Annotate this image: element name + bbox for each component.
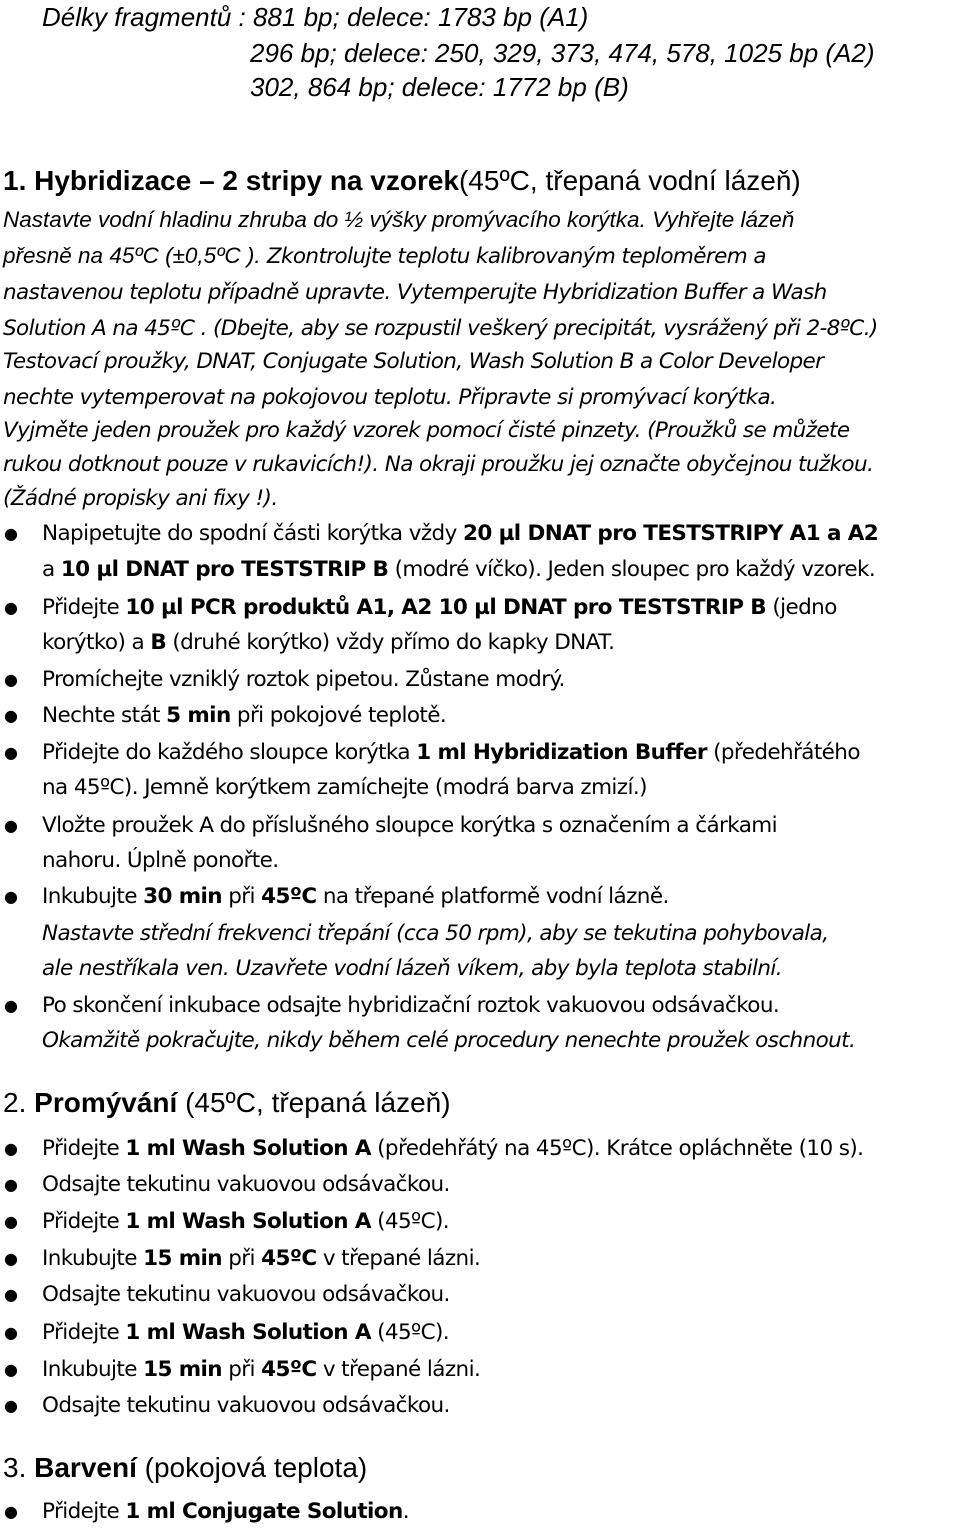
bullet-icon: ● (4, 816, 18, 835)
s1-step-7-line-3: ale nestříkala ven. Uzavřete vodní lázeň víkem, aby byla teplota stabilní. (42, 956, 782, 981)
section-2-title: Promývání (34, 1087, 178, 1118)
s2-step-3: Přidejte 1 ml Wash Solution A (45ºC). (42, 1209, 450, 1234)
s2-step-1: Přidejte 1 ml Wash Solution A (předehřátý na 45ºC). Krátce opláchněte (10 s). (42, 1136, 864, 1161)
s1-step-6-line-2: nahoru. Úplně ponořte. (42, 848, 279, 873)
s2-step-2: Odsajte tekutinu vakuovou odsávačkou. (42, 1172, 450, 1197)
s1-para-line-1: Nastavte vodní hladinu zhruba do ½ výšky promývacího korýtka. Vyhřejte lázeň (3, 207, 795, 232)
bullet-icon: ● (4, 1285, 18, 1304)
bullet-icon: ● (4, 524, 18, 543)
s2-step-6: Přidejte 1 ml Wash Solution A (45ºC). (42, 1320, 450, 1345)
s2-step-4: Inkubujte 15 min při 45ºC v třepané lázni. (42, 1246, 481, 1271)
section-1-conditions: (45ºC, třepaná vodní lázeň) (458, 165, 801, 196)
section-2-number: 2. (3, 1087, 27, 1118)
s1-para-line-5: Testovací proužky, DNAT, Conjugate Solution, Wash Solution B a Color Developer (3, 349, 824, 374)
s1-step-4: Nechte stát 5 min při pokojové teplotě. (42, 703, 447, 728)
section-1-title: 1. Hybridizace – 2 stripy na vzorek (3, 165, 459, 196)
s1-step-6-line-1: Vložte proužek A do příslušného sloupce korýtka s označením a čárkami (42, 813, 778, 838)
fragments-line-3: 302, 864 bp; delece: 1772 bp (B) (250, 72, 629, 102)
s1-para-line-9: (Žádné propisky ani fixy !). (3, 486, 278, 511)
s1-check-temp: Zkontrolujte teplotu kalibrovaným teploměrem a (260, 244, 766, 269)
s1-step-8-line-1: Po skončení inkubace odsajte hybridizační roztok vakuovou odsávačkou. (42, 993, 780, 1018)
bullet-icon: ● (4, 1396, 18, 1415)
section-1-heading (3, 165, 801, 197)
section-2-heading (3, 1087, 451, 1119)
s1-para-line-7: Vyjměte jeden proužek pro každý vzorek pomocí čisté pinzety. (Proužků se můžete (3, 418, 850, 443)
s1-step-3: Promíchejte vzniklý roztok pipetou. Zůstane modrý. (42, 667, 565, 692)
s1-step-5-line-1: Přidejte do každého sloupce korýtka 1 ml Hybridization Buffer (předehřátého (42, 740, 860, 765)
s2-step-8: Odsajte tekutinu vakuovou odsávačkou. (42, 1393, 450, 1418)
s1-para-line-6: nechte vytemperovat na pokojovou teplotu. Připravte si promývací korýtka. (3, 385, 777, 410)
fragments-line-2: 296 bp; delece: 250, 329, 373, 474, 578, 1025 bp (A2) (250, 38, 875, 68)
s1-step-8-line-2: Okamžitě pokračujte, nikdy během celé procedury nenechte proužek oschnout. (42, 1028, 856, 1053)
bullet-icon: ● (4, 1323, 18, 1342)
s1-step-5-line-2: na 45ºC). Jemně korýtkem zamíchejte (modrá barva zmizí.) (42, 775, 647, 800)
s1-step-7-line-1: Inkubujte 30 min při 45ºC na třepané platformě vodní lázně. (42, 884, 669, 909)
s1-para-line-8: rukou dotknout pouze v rukavicích!). Na okraji proužku jej označte obyčejnou tužkou. (3, 452, 874, 477)
bullet-icon: ● (4, 598, 18, 617)
s1-step-7-line-2: Nastavte střední frekvenci třepání (cca 50 rpm), aby se tekutina pohybovala, (42, 921, 829, 946)
s2-step-7: Inkubujte 15 min při 45ºC v třepané lázni. (42, 1357, 481, 1382)
bullet-icon: ● (4, 996, 18, 1015)
bullet-icon: ● (4, 670, 18, 689)
bullet-icon: ● (4, 1212, 18, 1231)
s1-para-line-3: nastavenou teplotu případně upravte. Vytemperujte Hybridization Buffer a Wash (3, 280, 827, 305)
s1-temp-spec: přesně na 45ºC (±0,5ºC ). (3, 243, 261, 268)
section-3-conditions: (pokojová teplota) (136, 1452, 368, 1483)
bullet-icon: ● (4, 743, 18, 762)
section-2-conditions: (45ºC, třepaná lázeň) (177, 1087, 451, 1118)
s3-step-1: Přidejte 1 ml Conjugate Solution. (42, 1499, 409, 1524)
s1-step-2-line-1: Přidejte 10 µl PCR produktů A1, A2 10 µl DNAT pro TESTSTRIP B (jedno (42, 595, 837, 620)
bullet-icon: ● (4, 1360, 18, 1379)
bullet-icon: ● (4, 1175, 18, 1194)
s1-para-line-2 (3, 243, 766, 269)
s1-step-1-line-2: a 10 µl DNAT pro TESTSTRIP B (modré víčko). Jeden sloupec pro každý vzorek. (42, 557, 876, 582)
s1-step-2-line-2: korýtko) a B (druhé korýtko) vždy přímo do kapky DNAT. (42, 630, 615, 655)
section-3-title: Barvení (34, 1452, 137, 1483)
bullet-icon: ● (4, 706, 18, 725)
bullet-icon: ● (4, 1502, 18, 1521)
bullet-icon: ● (4, 1139, 18, 1158)
bullet-icon: ● (4, 887, 18, 906)
section-3-number: 3. (3, 1452, 27, 1483)
s2-step-5: Odsajte tekutinu vakuovou odsávačkou. (42, 1282, 450, 1307)
bullet-icon: ● (4, 1249, 18, 1268)
s1-step-1-line-1: Napipetujte do spodní části korýtka vždy 20 µl DNAT pro TESTSTRIPY A1 a A2 (42, 521, 879, 546)
s1-para-line-4: Solution A na 45ºC . (Dbejte, aby se rozpustil veškerý precipitát, vysrážený při 2-8ºC.) (3, 316, 878, 341)
fragments-line-1: Délky fragmentů : 881 bp; delece: 1783 bp (A1) (42, 2, 589, 32)
section-3-heading (3, 1452, 367, 1484)
